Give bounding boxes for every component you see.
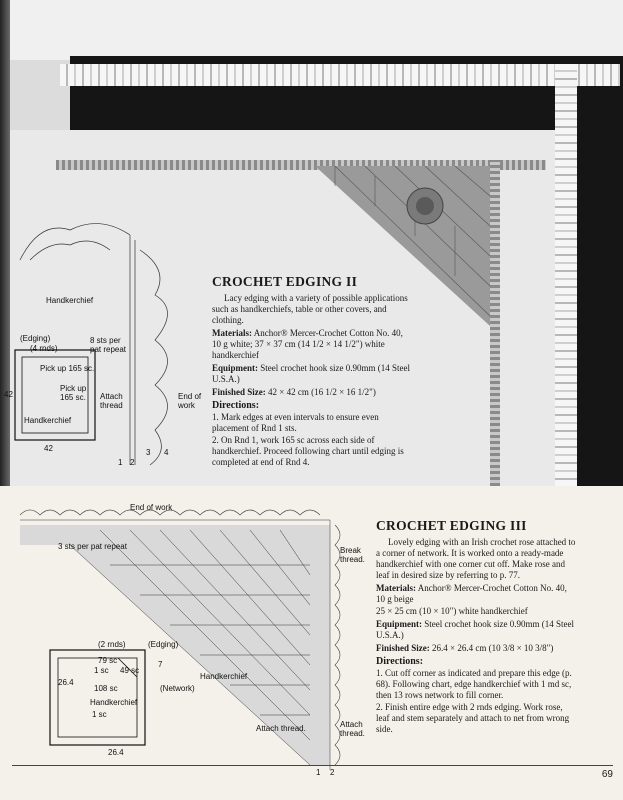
label-rnd-2: 2 [130, 458, 135, 467]
label-rnd-4: 4 [164, 448, 169, 457]
label-79sc: 79 sc [98, 656, 118, 665]
directions-label-iii: Directions: [376, 656, 424, 667]
section-edging-iii [376, 520, 576, 735]
label-49sc: 49 sc [120, 666, 140, 675]
label-rnds: (4 rnds) [30, 344, 58, 353]
label-pick-up-1: Pick up 165 sc. [40, 364, 95, 373]
section-edging-ii [212, 276, 412, 468]
direction-iii-1: 1. Cut off corner as indicated and prepare this edge (p. 68). Following chart, edge handkerchief with 1 md sc, then 13 rows network to fill corner. [376, 668, 572, 700]
label-network: (Network) [160, 684, 195, 693]
label-sts-per-repeat: 8 sts per pat repeat [90, 336, 127, 354]
label-attach-thread-iii-2: Attach thread. [340, 720, 365, 738]
label-1sc: 1 sc [94, 666, 109, 675]
finished-edging-ii: Finished Size: 42 × 42 cm (16 1/2 × 16 1/2") [212, 387, 376, 397]
label-7: 7 [158, 660, 163, 669]
directions-label-ii: Directions: [212, 400, 260, 411]
label-rnd-1: 1 [118, 458, 123, 467]
label-end-of-work: End of work [178, 392, 202, 410]
page-number: 69 [601, 769, 613, 780]
label-rnds-iii: (2 rnds) [98, 640, 126, 649]
footer-rule [12, 765, 613, 766]
direction-ii-1: 1. Mark edges at even intervals to ensure even placement of Rnd 1 sts. [212, 412, 379, 433]
label-sts-per-repeat-iii: 3 sts per pat repeat [58, 542, 127, 551]
label-rnd-3: 3 [146, 448, 151, 457]
intro-edging-ii: Lacy edging with a variety of possible applications such as handkerchiefs, table or other covers, and clothing. [212, 293, 408, 325]
materials-2-edging-iii: 25 × 25 cm (10 × 10") white handkerchief [376, 606, 528, 616]
label-row-2: 2 [330, 768, 335, 777]
label-side-264: 26.4 [58, 678, 74, 687]
materials-edging-ii: Materials: Anchor® Mercer-Crochet Cotton No. 40, 10 g white; 37 × 37 cm (14 1/2 × 14 1/2") white handkerchief [212, 328, 403, 360]
label-attach-thread-iii: Attach thread. [256, 724, 306, 733]
label-break-thread: Break thread. [340, 546, 365, 564]
finished-edging-iii: Finished Size: 26.4 × 26.4 cm (10 3/8 × 10 3/8") [376, 643, 554, 653]
label-edging: (Edging) [20, 334, 51, 343]
intro-edging-iii: Lovely edging with an Irish crochet rose attached to a corner of network. It is worked onto a ready-made handkerchief with one corner cut off. Make rose and leaf in desired size by referring to p. 77. [376, 537, 576, 580]
label-handkerchief-top: Handkerchief [46, 296, 94, 305]
equipment-edging-ii: Equipment: Steel crochet hook size 0.90mm (14 Steel U.S.A.) [212, 363, 410, 384]
label-bottom-264: 26.4 [108, 748, 124, 757]
label-handkerchief: Handkerchief [24, 416, 72, 425]
label-attach-thread: Attach thread [100, 392, 123, 410]
title-edging-ii: CROCHET EDGING II [212, 274, 358, 289]
label-side-42: 42 [4, 390, 13, 399]
label-edging-iii: (Edging) [148, 640, 179, 649]
direction-iii-2: 2. Finish entire edge with 2 rnds edging. Work rose, leaf and stem separately and attach to net from wrong side. [376, 702, 570, 734]
title-edging-iii: CROCHET EDGING III [376, 518, 527, 533]
materials-edging-iii: Materials: Anchor® Mercer-Crochet Cotton No. 40, 10 g beige [376, 583, 567, 604]
label-bottom-42: 42 [44, 444, 53, 453]
equipment-edging-iii: Equipment: Steel crochet hook size 0.90mm (14 Steel U.S.A.) [376, 619, 574, 640]
label-1sc-b: 1 sc [92, 710, 107, 719]
label-108sc: 108 sc [94, 684, 118, 693]
direction-ii-2: 2. On Rnd 1, work 165 sc across each side of handkerchief. Proceed following chart until edging is completed at end of Rnd 4. [212, 435, 404, 467]
label-handkerchief-iii: Handkerchief [90, 698, 138, 707]
label-pick-up-2: Pick up 165 sc. [60, 384, 87, 402]
label-handkerchief-right: Handkerchief [200, 672, 248, 681]
label-row-1: 1 [316, 768, 321, 777]
label-end-of-work-iii: End of work [130, 503, 173, 512]
